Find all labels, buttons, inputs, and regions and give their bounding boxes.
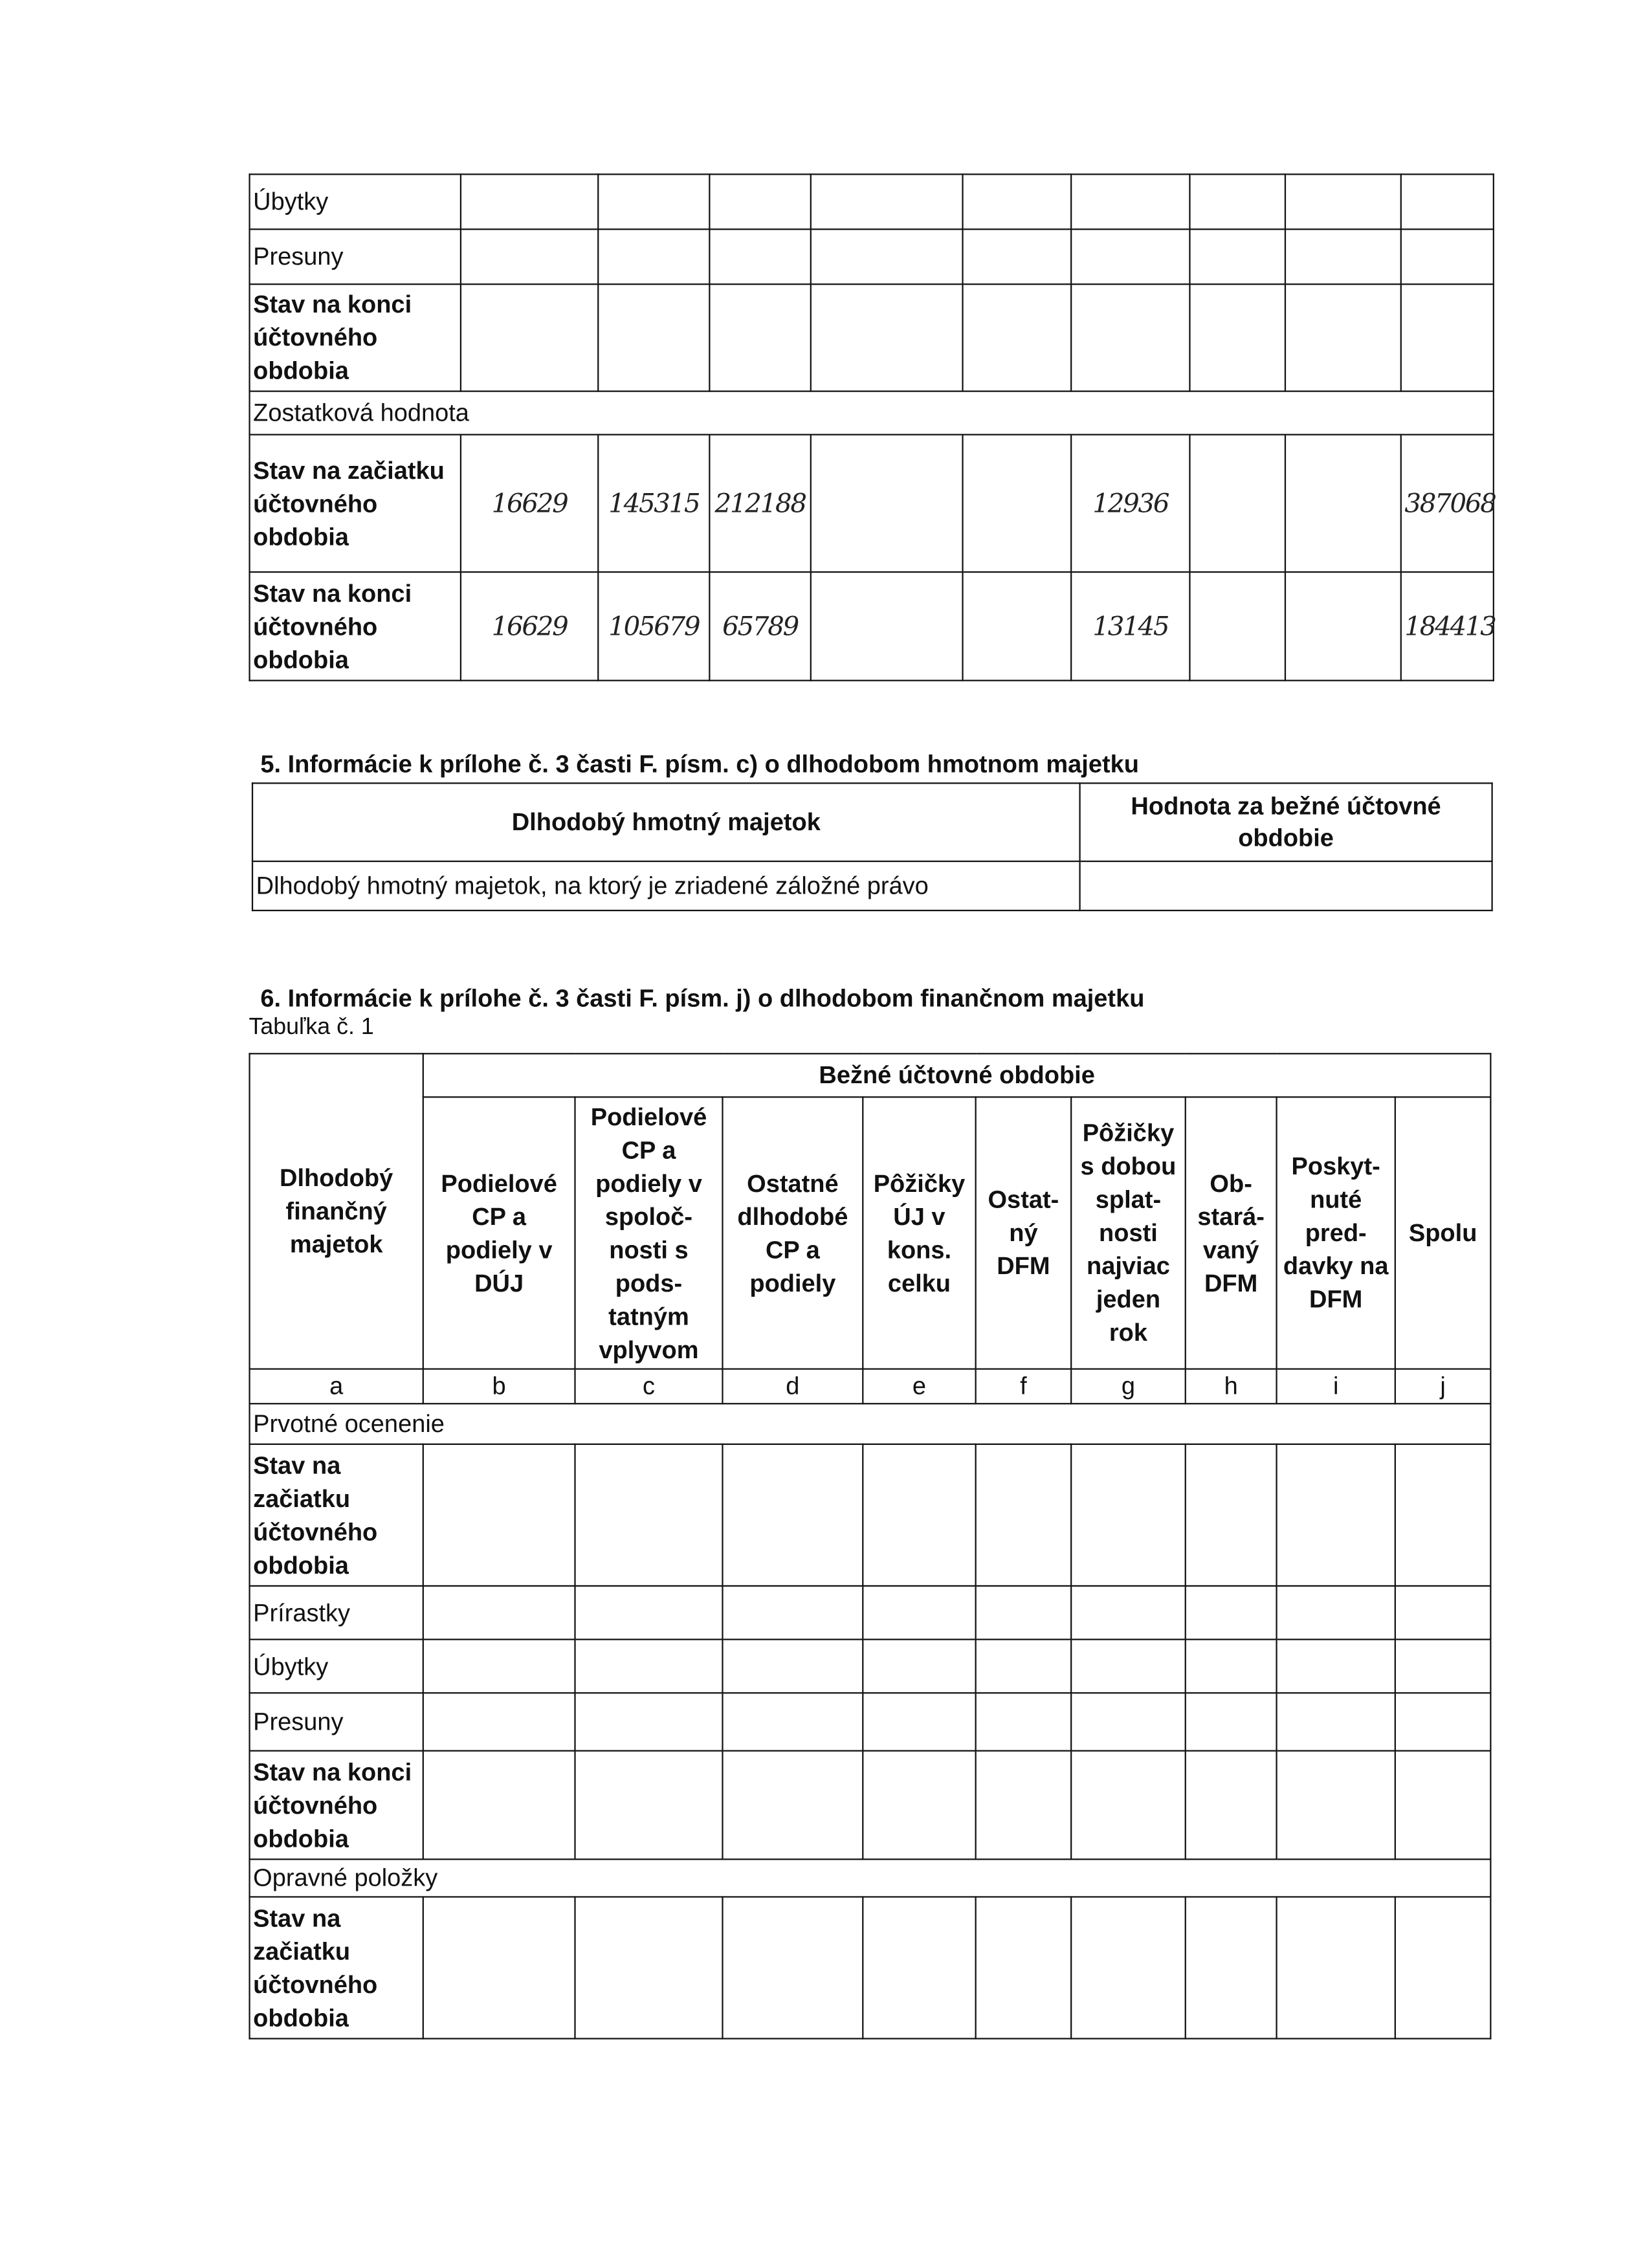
value-cell [1395, 1897, 1491, 2038]
handwritten-value: 12936 [1071, 435, 1189, 572]
value-cell [1071, 1897, 1186, 2038]
column-letter: i [1277, 1369, 1395, 1404]
value-cell [423, 1444, 575, 1586]
row-label: Dlhodobý hmotný majetok, na ktorý je zriadené záložné právo [252, 861, 1080, 910]
column-letter: j [1395, 1369, 1491, 1404]
row-label: Prírastky [250, 1586, 423, 1640]
section-5-title: 5. Informácie k prílohe č. 3 časti F. písm. c) o dlhodobom hmotnom majetku [260, 751, 1139, 778]
table-top [249, 173, 1494, 681]
value-cell [1277, 1897, 1395, 2038]
value-cell [722, 1640, 863, 1693]
column-letter: e [863, 1369, 975, 1404]
value-cell [423, 1640, 575, 1693]
value-cell [1395, 1693, 1491, 1750]
column-header: Dlhodobý hmotný majetok [252, 783, 1080, 861]
value-cell [1071, 1444, 1186, 1586]
column-letter: h [1186, 1369, 1277, 1404]
column-letter: d [722, 1369, 863, 1404]
row-label: Úbytky [250, 1640, 423, 1693]
table-row [250, 1640, 1491, 1693]
value-cell [1395, 1444, 1491, 1586]
column-header: Pôžičky s dobou splat-nosti najviac jeden rok [1071, 1097, 1186, 1369]
table-row [250, 174, 1494, 229]
column-letter: f [976, 1369, 1072, 1404]
column-header: Ob-stará-vaný DFM [1186, 1097, 1277, 1369]
row-label: Úbytky [250, 174, 461, 229]
first-col-header: Dlhodobý finančný majetok [250, 1053, 423, 1369]
column-header: Podielové CP a podiely v spoloč-nosti s pods-tatným vplyvom [575, 1097, 722, 1369]
value-cell [1277, 1693, 1395, 1750]
column-header: Poskyt-nuté pred-davky na DFM [1277, 1097, 1395, 1369]
table-row [250, 1586, 1491, 1640]
table-section-5 [252, 782, 1493, 911]
value-cell [1277, 1586, 1395, 1640]
table-row [250, 229, 1494, 284]
row-label: Stav na konci účtovného obdobia [250, 284, 461, 391]
column-header: Pôžičky ÚJ v kons. celku [863, 1097, 975, 1369]
value-cell [863, 1693, 975, 1750]
value-cell [1395, 1751, 1491, 1860]
handwritten-value: 16629 [461, 572, 598, 681]
value-cell [423, 1693, 575, 1750]
section-row [250, 391, 1494, 435]
table-row [250, 1897, 1491, 2038]
value-cell [1186, 1640, 1277, 1693]
table-row [250, 572, 1494, 681]
row-label: Stav na začiatku účtovného obdobia [250, 435, 461, 572]
value-cell [1186, 1693, 1277, 1750]
value-cell [722, 1897, 863, 2038]
value-cell [1186, 1897, 1277, 2038]
handwritten-value [811, 572, 963, 681]
value-cell [863, 1640, 975, 1693]
value-cell [863, 1751, 975, 1860]
value-cell [1080, 861, 1492, 910]
section-6-title: 6. Informácie k prílohe č. 3 časti F. písm. j) o dlhodobom finančnom majetku [260, 985, 1145, 1013]
value-cell [976, 1586, 1072, 1640]
row-label: Presuny [250, 229, 461, 284]
row-label: Stav na konci účtovného obdobia [250, 572, 461, 681]
table-row [250, 435, 1494, 572]
value-cell [575, 1444, 722, 1586]
value-cell [423, 1897, 575, 2038]
value-cell [575, 1897, 722, 2038]
value-cell [1071, 1751, 1186, 1860]
value-cell [1395, 1640, 1491, 1693]
value-cell [976, 1897, 1072, 2038]
group-header: Bežné účtovné obdobie [423, 1053, 1491, 1097]
value-cell [722, 1751, 863, 1860]
value-cell [863, 1897, 975, 2038]
value-cell [976, 1444, 1072, 1586]
handwritten-value [1189, 435, 1285, 572]
table-row [250, 284, 1494, 391]
column-letter: c [575, 1369, 722, 1404]
value-cell [976, 1640, 1072, 1693]
value-cell [1277, 1751, 1395, 1860]
handwritten-value [1189, 572, 1285, 681]
column-header: Ostat-ný DFM [976, 1097, 1072, 1369]
handwritten-value: 13145 [1071, 572, 1189, 681]
section-label: Opravné položky [250, 1859, 1491, 1897]
value-cell [575, 1693, 722, 1750]
value-cell [1071, 1693, 1186, 1750]
handwritten-value: 145315 [598, 435, 709, 572]
value-cell [1277, 1640, 1395, 1693]
value-cell [722, 1693, 863, 1750]
value-cell [976, 1693, 1072, 1750]
value-cell [976, 1751, 1072, 1860]
value-cell [722, 1444, 863, 1586]
value-cell [863, 1586, 975, 1640]
value-cell [1277, 1444, 1395, 1586]
value-cell [423, 1586, 575, 1640]
value-cell [575, 1586, 722, 1640]
value-cell [575, 1751, 722, 1860]
column-letter: a [250, 1369, 423, 1404]
handwritten-value: 387068 [1401, 435, 1494, 572]
table-caption: Tabuľka č. 1 [249, 1015, 374, 1040]
value-cell [722, 1586, 863, 1640]
row-label: Stav na začiatku účtovného obdobia [250, 1444, 423, 1586]
handwritten-value: 212188 [709, 435, 810, 572]
column-header: Ostatné dlhodobé CP a podiely [722, 1097, 863, 1369]
column-header: Spolu [1395, 1097, 1491, 1369]
column-header: Podielové CP a podiely v DÚJ [423, 1097, 575, 1369]
value-cell [423, 1751, 575, 1860]
section-label: Zostatková hodnota [250, 391, 1494, 435]
table-row [250, 1693, 1491, 1750]
value-cell [863, 1444, 975, 1586]
handwritten-value [811, 435, 963, 572]
column-header: Hodnota za bežné účtovné obdobie [1080, 783, 1492, 861]
handwritten-value: 184413 [1401, 572, 1494, 681]
handwritten-value [1285, 572, 1401, 681]
table-section-6 [249, 1053, 1491, 2039]
value-cell [1186, 1444, 1277, 1586]
handwritten-value [963, 572, 1072, 681]
value-cell [1071, 1640, 1186, 1693]
value-cell [575, 1640, 722, 1693]
column-letter: b [423, 1369, 575, 1404]
value-cell [1186, 1586, 1277, 1640]
handwritten-value: 105679 [598, 572, 709, 681]
handwritten-value [963, 435, 1072, 572]
column-letter: g [1071, 1369, 1186, 1404]
table-row [250, 1751, 1491, 1860]
handwritten-value [1285, 435, 1401, 572]
handwritten-value: 65789 [709, 572, 810, 681]
handwritten-value: 16629 [461, 435, 598, 572]
value-cell [1071, 1586, 1186, 1640]
row-label: Stav na konci účtovného obdobia [250, 1751, 423, 1860]
row-label: Presuny [250, 1693, 423, 1750]
section-label: Prvotné ocenenie [250, 1404, 1491, 1444]
value-cell [1186, 1751, 1277, 1860]
row-label: Stav na začiatku účtovného obdobia [250, 1897, 423, 2038]
table-row [250, 1444, 1491, 1586]
value-cell [1395, 1586, 1491, 1640]
